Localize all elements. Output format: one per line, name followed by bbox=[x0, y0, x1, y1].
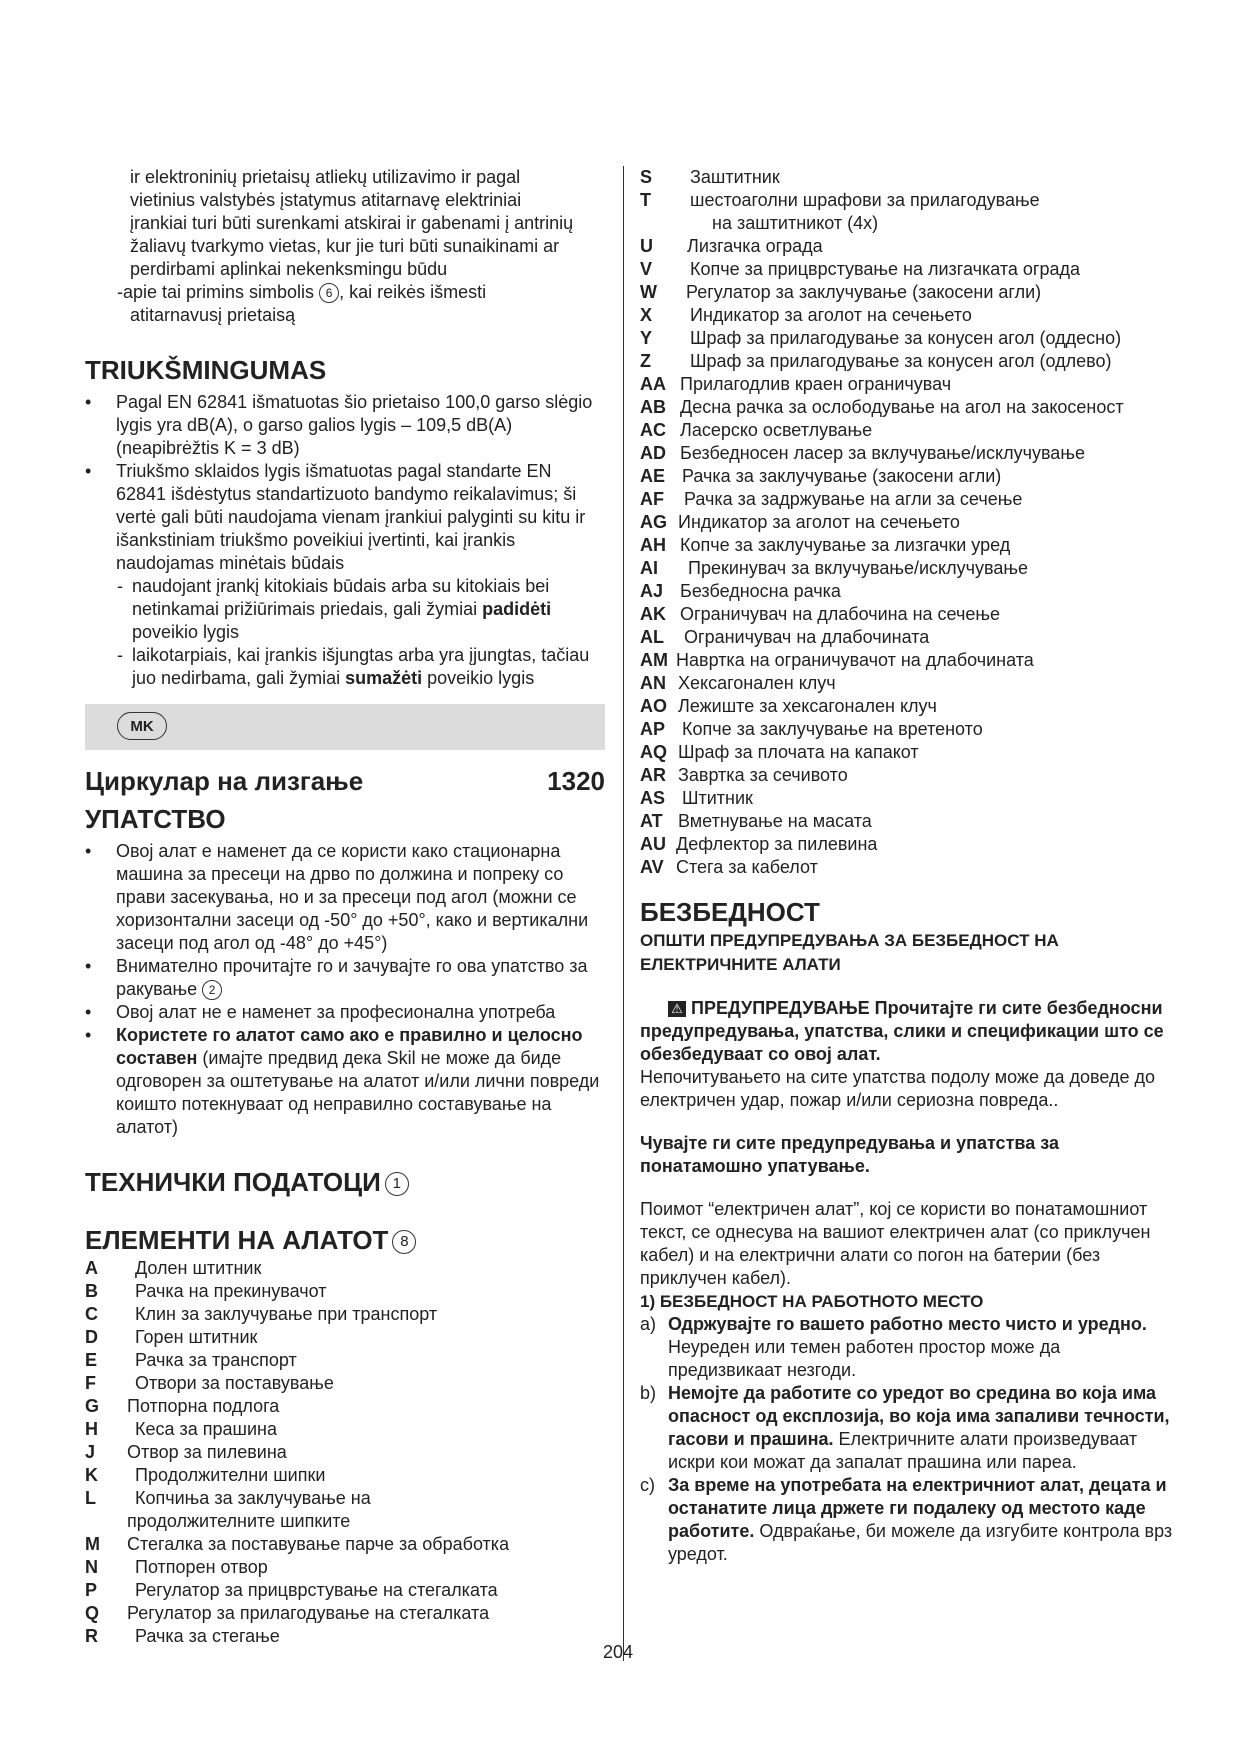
usage-bullet-4-bold: Користете го алатот само ако е правилно и целосно составен bbox=[116, 1025, 583, 1068]
part-row bbox=[640, 465, 1175, 488]
part-key: Y bbox=[640, 328, 653, 348]
part-row bbox=[640, 787, 1175, 810]
figure-ref-2: 2 bbox=[202, 980, 222, 1000]
noise-bullet-1: • Pagal EN 62841 išmatuotas šio prietaiso 100,0 garso slėgio lygis yra dB(A), o garso galios lygis – 109,5 dB(A) (neapibrėžtis K = 3 dB) bbox=[85, 391, 605, 460]
language-bar bbox=[85, 704, 605, 750]
part-row bbox=[85, 1579, 605, 1602]
part-row bbox=[85, 1464, 605, 1487]
part-key: AH bbox=[640, 535, 666, 555]
part-key: AC bbox=[640, 420, 666, 440]
part-label: Копче за прицврстување на лизгачката ограда bbox=[690, 259, 1081, 279]
tech-data-title-text: ТЕХНИЧКИ ПОДАТОЦИ bbox=[85, 1167, 381, 1197]
part-label: Лежиште за хексагонален клуч bbox=[678, 696, 937, 716]
part-row bbox=[640, 672, 1175, 695]
part-label: Шраф за прилагодување за конусен агол (одлево) bbox=[690, 351, 1112, 371]
part-label: Горен штитник bbox=[135, 1327, 258, 1347]
part-label: Копчиња за заклучување на bbox=[135, 1488, 371, 1508]
part-row bbox=[85, 1533, 605, 1556]
part-row bbox=[640, 718, 1175, 741]
part-key: K bbox=[85, 1465, 98, 1485]
term-definition: Поимот “електричен алат”, кој се користи во понатамошниот текст, се однесува на вашиот електричен алат (со приклучен кабел) и на електрични алати со погон на батерии (без приклучен кабел). bbox=[640, 1199, 1151, 1288]
part-row bbox=[640, 580, 1175, 603]
column-divider bbox=[623, 166, 624, 1661]
part-row bbox=[640, 212, 1175, 235]
part-key: X bbox=[640, 305, 653, 325]
part-label: Индикатор за аголот на сечењето bbox=[690, 305, 972, 325]
part-row bbox=[640, 534, 1175, 557]
part-label: продолжителните шипките bbox=[127, 1511, 351, 1531]
part-label: Стега за кабелот bbox=[676, 857, 818, 877]
part-row bbox=[85, 1280, 605, 1303]
part-row bbox=[85, 1326, 605, 1349]
part-label: Рачка за заклучување (закосени агли) bbox=[682, 466, 1002, 486]
right-column bbox=[640, 166, 1175, 1566]
figure-ref-6: 6 bbox=[319, 283, 339, 303]
part-label: шестоаголни шрафови за прилагодување bbox=[690, 190, 1040, 210]
part-label: Стегалка за поставување парче за обработка bbox=[127, 1534, 510, 1554]
intro-line: vietinius valstybės įstatymus atitarnavę elektriniai bbox=[130, 190, 522, 210]
figure-ref-1: 1 bbox=[385, 1172, 409, 1196]
part-label: Шраф за плочата на капакот bbox=[678, 742, 919, 762]
part-key: Q bbox=[85, 1603, 100, 1623]
warning-icon: ⚠ bbox=[668, 1001, 686, 1017]
part-key: T bbox=[640, 190, 651, 210]
part-key: D bbox=[85, 1327, 98, 1347]
part-key: R bbox=[85, 1626, 98, 1646]
intro-paragraph bbox=[85, 166, 605, 281]
part-key: AS bbox=[640, 788, 666, 808]
elements-title bbox=[85, 1225, 605, 1255]
part-label: Регулатор за прилагодување на стегалката bbox=[127, 1603, 490, 1623]
part-row bbox=[640, 741, 1175, 764]
part-key: AN bbox=[640, 673, 666, 693]
item-bold: За време на употребата на електричниот алат, децата и останатите лица држете ги подалеку од местото каде работите. bbox=[668, 1475, 1167, 1541]
tech-data-title bbox=[85, 1167, 605, 1197]
part-row bbox=[640, 258, 1175, 281]
item-text: Неуреден или темен работен простор може да предизвикаат незгоди. bbox=[668, 1337, 1061, 1380]
part-key: C bbox=[85, 1304, 98, 1324]
part-key: A bbox=[85, 1258, 98, 1278]
part-key: AB bbox=[640, 397, 666, 417]
noise-bullet-2: • Triukšmo sklaidos lygis išmatuotas pagal standarte EN 62841 išdėstytus standartizuoto bandymo reikalavimus; ši vertė gali būti naudojama vienam įrankiui palyginti su kitu ir išankstiniam triukšmo poveikiui įvertinti, kai įrankis naudojamas minėtais būdais bbox=[85, 460, 605, 575]
usage-bullet-3: • Овој алат не е наменет за професионална употреба bbox=[85, 1001, 605, 1024]
part-row bbox=[640, 235, 1175, 258]
part-label: Дефлектор за пилевина bbox=[676, 834, 878, 854]
part-row bbox=[640, 856, 1175, 879]
part-label: Продолжителни шипки bbox=[135, 1465, 326, 1485]
part-row bbox=[85, 1487, 605, 1510]
part-key: P bbox=[85, 1580, 98, 1600]
usage-bullet-2-text: Внимателно прочитајте го и зачувајте го ова упатство за ракување bbox=[116, 956, 588, 999]
symbol-line-2: atitarnavusį prietaisą bbox=[130, 305, 296, 325]
part-row bbox=[640, 810, 1175, 833]
usage-bullet-1: • Овој алат е наменет да се користи како стационарна машина за пресеци на дрво по должина и попреку со прави засекувања, но и за пресеци под агол (можни се хоризонтални засеци од -50° до +50°, како и вертикални засеци под агол од -48° до +45°) bbox=[85, 840, 605, 955]
part-label: Кеса за прашина bbox=[135, 1419, 277, 1439]
part-key: AM bbox=[640, 650, 668, 670]
part-key: AO bbox=[640, 696, 667, 716]
part-key: J bbox=[85, 1442, 96, 1462]
part-row bbox=[85, 1303, 605, 1326]
symbol-line bbox=[85, 281, 605, 304]
left-column bbox=[85, 166, 605, 1648]
language-badge: MK bbox=[117, 712, 167, 740]
part-key: AI bbox=[640, 558, 658, 578]
part-key: AJ bbox=[640, 581, 664, 601]
part-row bbox=[640, 166, 1175, 189]
usage-bullet-4 bbox=[85, 1024, 605, 1139]
item-label: c) bbox=[640, 1475, 655, 1495]
part-label: Рачка на прекинувачот bbox=[135, 1281, 327, 1301]
part-row bbox=[640, 695, 1175, 718]
symbol-line-text: -apie tai primins simbolis bbox=[117, 282, 320, 302]
parts-list-right bbox=[640, 166, 1175, 879]
part-row bbox=[85, 1395, 605, 1418]
part-label: Ласерско осветлување bbox=[680, 420, 873, 440]
part-key: H bbox=[85, 1419, 98, 1439]
part-key: AF bbox=[640, 489, 664, 509]
part-row bbox=[640, 488, 1175, 511]
part-key: F bbox=[85, 1373, 96, 1393]
figure-ref-8: 8 bbox=[392, 1230, 416, 1254]
part-row bbox=[640, 557, 1175, 580]
part-row bbox=[640, 327, 1175, 350]
warning-paragraph bbox=[640, 997, 1175, 1066]
part-row bbox=[640, 764, 1175, 787]
item-label: a) bbox=[640, 1314, 657, 1334]
part-key: S bbox=[640, 167, 653, 187]
part-label: Хексагонален клуч bbox=[678, 673, 836, 693]
part-row bbox=[640, 281, 1175, 304]
part-label: Регулатор за заклучување (закосени агли) bbox=[686, 282, 1042, 302]
part-key: AA bbox=[640, 374, 666, 394]
part-row bbox=[640, 649, 1175, 672]
noise-dash-2 bbox=[85, 644, 605, 690]
part-label: Потпорен отвор bbox=[135, 1557, 268, 1577]
part-label: Штитник bbox=[682, 788, 753, 808]
usage-bullet-2 bbox=[85, 955, 605, 1001]
part-label: Отвор за пилевина bbox=[127, 1442, 287, 1462]
part-key: N bbox=[85, 1557, 98, 1577]
safety-subtitle: ОПШТИ ПРЕДУПРЕДУВАЊА ЗА БЕЗБЕДНОСТ НА ЕЛЕКТРИЧНИТЕ АЛАТИ bbox=[640, 931, 1059, 974]
part-label: Регулатор за прицврстување на стегалката bbox=[135, 1580, 498, 1600]
part-key: AD bbox=[640, 443, 666, 463]
part-label: Копче за заклучување за лизгачки уред bbox=[680, 535, 1011, 555]
part-label: Прекинувач за вклучување/исклучување bbox=[688, 558, 1028, 578]
part-label: Безбедносен ласер за вклучување/исклучување bbox=[680, 443, 1085, 463]
part-label: Вметнување на масата bbox=[678, 811, 872, 831]
part-row bbox=[85, 1556, 605, 1579]
part-key: AQ bbox=[640, 742, 667, 762]
part-row bbox=[640, 350, 1175, 373]
part-label: Отвори за поставување bbox=[135, 1373, 334, 1393]
part-row bbox=[640, 603, 1175, 626]
model-number: 1320 bbox=[547, 766, 605, 796]
part-key: L bbox=[85, 1488, 96, 1508]
part-key: AL bbox=[640, 627, 664, 647]
intro-line: perdirbami aplinkai nekenksmingu būdu bbox=[130, 259, 448, 279]
symbol-line-text-2: , kai reikės išmesti bbox=[339, 282, 487, 302]
part-label: Копче за заклучување на вретеното bbox=[682, 719, 983, 739]
part-label: Клин за заклучување при транспорт bbox=[135, 1304, 438, 1324]
part-label: Ограничувач на длабочина на сечење bbox=[680, 604, 1000, 624]
part-key: AU bbox=[640, 834, 666, 854]
parts-list-left bbox=[85, 1257, 605, 1648]
noise-dash-1-end: poveikio lygis bbox=[132, 622, 240, 642]
part-row bbox=[85, 1625, 605, 1648]
part-row bbox=[85, 1602, 605, 1625]
part-key: AG bbox=[640, 512, 667, 532]
part-key: W bbox=[640, 282, 657, 302]
part-row bbox=[640, 189, 1175, 212]
noise-dash-2-text: laikotarpiais, kai įrankis išjungtas arba yra įjungtas, tačiau juo nedirbama, gali žymiai bbox=[132, 645, 590, 688]
part-label: Навртка на ограничувачот на длабочината bbox=[676, 650, 1034, 670]
part-key: U bbox=[640, 236, 653, 256]
part-key: AV bbox=[640, 857, 664, 877]
part-row bbox=[640, 626, 1175, 649]
part-label: Ограничувач на длабочината bbox=[684, 627, 930, 647]
part-key: B bbox=[85, 1281, 98, 1301]
part-label: Заштитник bbox=[690, 167, 780, 187]
part-label: Шраф за прилагодување за конусен агол (оддесно) bbox=[690, 328, 1122, 348]
page-number: 204 bbox=[603, 1642, 634, 1662]
product-title: Циркулар на лизгање bbox=[85, 766, 364, 796]
noise-dash-2-end: poveikio lygis bbox=[422, 668, 535, 688]
noise-title: TRIUKŠMINGUMAS bbox=[85, 355, 327, 385]
noise-dash-1-bold: padidėti bbox=[482, 599, 552, 619]
part-label: Рачка за транспорт bbox=[135, 1350, 297, 1370]
elements-title-text: ЕЛЕМЕНТИ НА АЛАТОТ bbox=[85, 1225, 389, 1255]
part-row bbox=[85, 1349, 605, 1372]
part-key: AR bbox=[640, 765, 666, 785]
part-row bbox=[85, 1257, 605, 1280]
noise-dash-1-text: naudojant įrankį kitokiais būdais arba su kitokiais bei netinkamai prižiūrimais priedais, gali žymiai bbox=[132, 576, 550, 619]
part-row bbox=[640, 419, 1175, 442]
part-row bbox=[640, 511, 1175, 534]
item-bold: Одржувајте го вашето работно место чисто и уредно. bbox=[668, 1314, 1147, 1334]
usage-bullet-4-text: (имајте предвид дека Skil не може да биде одговорен за оштетување на алатот и/или лични повреди коишто потекнуваат од неправилно составување на алатот) bbox=[116, 1048, 600, 1137]
part-key: G bbox=[85, 1396, 100, 1416]
part-row bbox=[640, 373, 1175, 396]
part-row bbox=[85, 1510, 605, 1533]
safety-item-c bbox=[640, 1474, 1175, 1566]
part-label: Десна рачка за ослободување на агол на закосеност bbox=[680, 397, 1124, 417]
safety-title: БЕЗБЕДНОСТ bbox=[640, 897, 820, 927]
safety-item-a bbox=[640, 1313, 1175, 1382]
part-row bbox=[640, 304, 1175, 327]
part-row bbox=[85, 1418, 605, 1441]
safety-item-b bbox=[640, 1382, 1175, 1474]
part-label: Лизгачка ограда bbox=[687, 236, 823, 256]
part-label: Рачка за стегање bbox=[135, 1626, 280, 1646]
intro-line: įrankiai turi būti surenkami atskirai ir gabenami į antrinių bbox=[130, 213, 574, 233]
noise-dash-1 bbox=[85, 575, 605, 644]
part-label: Прилагодлив краен ограничувач bbox=[680, 374, 952, 394]
part-row bbox=[640, 833, 1175, 856]
keep-instructions: Чувајте ги сите предупредувања и упатства за понатамошно упатување. bbox=[640, 1133, 1059, 1176]
warning-text: Непочитувањето на сите упатства подолу може да доведе до електричен удар, пожар и/или сериозна повреда.. bbox=[640, 1067, 1156, 1110]
intro-line: ir elektroninių prietaisų atliekų utilizavimo ir pagal bbox=[130, 167, 521, 187]
part-row bbox=[85, 1372, 605, 1395]
part-key bbox=[85, 1510, 127, 1533]
intro-line: žaliavų tvarkymo vietas, kur jie turi būti sunaikinami ar bbox=[130, 236, 560, 256]
part-key: M bbox=[85, 1534, 100, 1554]
part-label: Рачка за задржување на агли за сечење bbox=[684, 489, 1023, 509]
item-text: Електричните алати произведуваат искри кои можат да запалат прашина или пареа. bbox=[668, 1429, 1138, 1472]
part-label: на заштитникот (4x) bbox=[712, 213, 879, 233]
part-key: AT bbox=[640, 811, 663, 831]
workplace-safety-title: 1) БЕЗБЕДНОСТ НА РАБОТНОТО МЕСТО bbox=[640, 1292, 984, 1311]
item-text: Одвраќање, би можеле да изгубите контрола врз уредот. bbox=[668, 1521, 1173, 1564]
part-key: Z bbox=[640, 351, 651, 371]
item-label: b) bbox=[640, 1383, 657, 1403]
part-key: AP bbox=[640, 719, 666, 739]
part-key: AK bbox=[640, 604, 666, 624]
part-key bbox=[640, 212, 712, 235]
part-label: Потпорна подлога bbox=[127, 1396, 280, 1416]
product-heading bbox=[85, 766, 605, 796]
manual-title: УПАТСТВО bbox=[85, 804, 226, 834]
part-row bbox=[640, 442, 1175, 465]
part-key: V bbox=[640, 259, 653, 279]
part-label: Безбедносна рачка bbox=[680, 581, 841, 601]
part-label: Долен штитник bbox=[135, 1258, 262, 1278]
part-row bbox=[640, 396, 1175, 419]
warning-bold: ПРЕДУПРЕДУВАЊЕ Прочитајте ги сите безбедносни предупредувања, упатства, слики и спецификации што се обезбедуваат со овој алат. bbox=[640, 998, 1164, 1064]
part-label: Завртка за сечивото bbox=[678, 765, 848, 785]
part-row bbox=[85, 1441, 605, 1464]
part-key: E bbox=[85, 1350, 98, 1370]
noise-dash-2-bold: sumažėti bbox=[345, 668, 423, 688]
part-label: Индикатор за аголот на сечењето bbox=[678, 512, 960, 532]
item-bold: Немојте да работите со уредот во средина во која има опасност од експлозија, во која има запаливи течности, гасови и прашина. bbox=[668, 1383, 1170, 1449]
part-key: AE bbox=[640, 466, 666, 486]
